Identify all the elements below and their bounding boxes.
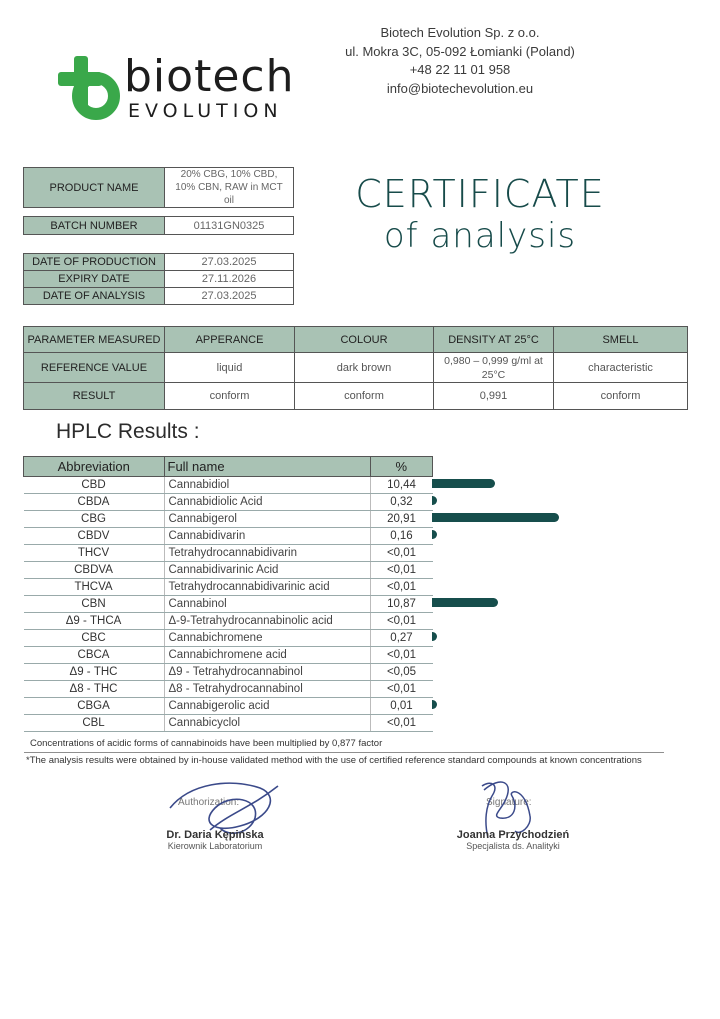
- hplc-bar: [432, 632, 437, 641]
- product-label: PRODUCT NAME: [24, 168, 165, 208]
- hplc-bar: [432, 496, 437, 505]
- product-value: 20% CBG, 10% CBD, 10% CBN, RAW in MCT oil: [165, 168, 294, 208]
- hplc-full-name: Δ8 - Tetrahydrocannabinol: [164, 681, 370, 698]
- hplc-abbreviation: CBG: [24, 511, 165, 528]
- hplc-row: [24, 562, 433, 579]
- hplc-row: [24, 681, 433, 698]
- hplc-abbreviation: CBDVA: [24, 562, 165, 579]
- brand-sub: EVOLUTION: [128, 100, 283, 122]
- reference-label: REFERENCE VALUE: [24, 353, 165, 383]
- batch-label: BATCH NUMBER: [24, 217, 165, 235]
- hplc-abbreviation: THCV: [24, 545, 165, 562]
- hplc-percent: <0,01: [370, 579, 433, 596]
- hplc-title: HPLC Results :: [56, 420, 200, 443]
- hplc-abbreviation: Δ8 - THC: [24, 681, 165, 698]
- certificate-title: [330, 172, 630, 256]
- hplc-percent: 0,32: [370, 494, 433, 511]
- date-analysis-value: 27.03.2025: [165, 288, 294, 305]
- hplc-abbreviation: CBC: [24, 630, 165, 647]
- expiry-date-value: 27.11.2026: [165, 271, 294, 288]
- hplc-percent: <0,01: [370, 681, 433, 698]
- date-production-label: DATE OF PRODUCTION: [24, 254, 165, 271]
- company-info: [330, 24, 590, 98]
- param-header: DENSITY AT 25°C: [434, 327, 554, 353]
- param-header: SMELL: [554, 327, 688, 353]
- hplc-abbreviation: CBN: [24, 596, 165, 613]
- hplc-abbreviation: CBGA: [24, 698, 165, 715]
- hplc-bar: [432, 479, 495, 488]
- product-table: [23, 167, 294, 208]
- company-logo: [58, 52, 318, 132]
- hplc-percent: <0,01: [370, 562, 433, 579]
- hplc-row: [24, 494, 433, 511]
- hplc-row: [24, 477, 433, 494]
- param-header: PARAMETER MEASURED: [24, 327, 165, 353]
- hplc-full-name: Cannabidivarinic Acid: [164, 562, 370, 579]
- hplc-full-name: Cannabinol: [164, 596, 370, 613]
- hplc-full-name: Cannabicyclol: [164, 715, 370, 732]
- hplc-row: [24, 528, 433, 545]
- signer-role: Specjalista ds. Analityki: [466, 841, 560, 851]
- hplc-abbreviation: Δ9 - THCA: [24, 613, 165, 630]
- hplc-percent: 10,44: [370, 477, 433, 494]
- hplc-full-name: Cannabidiolic Acid: [164, 494, 370, 511]
- hplc-bar: [432, 513, 559, 522]
- signer-name: Joanna Przychodzień: [456, 829, 570, 841]
- reference-cell: 0,980 – 0,999 g/ml at 25°C: [434, 353, 554, 383]
- result-cell: conform: [295, 383, 434, 410]
- hplc-row: [24, 630, 433, 647]
- hplc-header-abbreviation: Abbreviation: [24, 457, 165, 477]
- hplc-full-name: Δ9 - Tetrahydrocannabinol: [164, 664, 370, 681]
- result-label: RESULT: [24, 383, 165, 410]
- date-production-value: 27.03.2025: [165, 254, 294, 271]
- company-name: Biotech Evolution Sp. z o.o.: [380, 25, 540, 40]
- hplc-percent: 20,91: [370, 511, 433, 528]
- hplc-abbreviation: CBL: [24, 715, 165, 732]
- method-note: *The analysis results were obtained by in-house validated method with the use of certified reference standard compounds at known concentrations: [26, 755, 642, 766]
- hplc-row: [24, 664, 433, 681]
- expiry-date-label: EXPIRY DATE: [24, 271, 165, 288]
- company-address: ul. Mokra 3C, 05-092 Łomianki (Poland): [345, 43, 575, 59]
- hplc-bar: [432, 700, 437, 709]
- divider: [24, 752, 664, 753]
- parameters-table: [23, 326, 688, 410]
- hplc-abbreviation: Δ9 - THC: [24, 664, 165, 681]
- hplc-table: [23, 456, 433, 732]
- batch-value: 01131GN0325: [165, 217, 294, 235]
- dates-table: [23, 253, 294, 305]
- hplc-row: [24, 511, 433, 528]
- hplc-percent: <0,05: [370, 664, 433, 681]
- authorization-caption: Authorization:: [178, 797, 240, 808]
- param-header: COLOUR: [295, 327, 434, 353]
- hplc-abbreviation: CBDV: [24, 528, 165, 545]
- title-line2: of analysis: [383, 216, 577, 256]
- hplc-percent: <0,01: [370, 545, 433, 562]
- hplc-row: [24, 698, 433, 715]
- hplc-row: [24, 647, 433, 664]
- hplc-full-name: Cannabidivarin: [164, 528, 370, 545]
- hplc-percent: 0,01: [370, 698, 433, 715]
- hplc-percent: 10,87: [370, 596, 433, 613]
- hplc-percent: 0,27: [370, 630, 433, 647]
- result-cell: conform: [165, 383, 295, 410]
- hplc-full-name: Δ-9-Tetrahydrocannabinolic acid: [164, 613, 370, 630]
- hplc-percent: <0,01: [370, 647, 433, 664]
- hplc-bar: [432, 530, 437, 539]
- hplc-abbreviation: THCVA: [24, 579, 165, 596]
- signer-name: Dr. Daria Kępińska: [166, 829, 264, 841]
- signature-block-left: [150, 829, 280, 851]
- hplc-percent: <0,01: [370, 613, 433, 630]
- hplc-abbreviation: CBD: [24, 477, 165, 494]
- reference-cell: liquid: [165, 353, 295, 383]
- hplc-abbreviation: CBDA: [24, 494, 165, 511]
- result-cell: conform: [554, 383, 688, 410]
- company-email[interactable]: info@biotechevolution.eu: [386, 80, 534, 96]
- result-cell: 0,991: [434, 383, 554, 410]
- reference-cell: dark brown: [295, 353, 434, 383]
- company-phone: +48 22 11 01 958: [409, 62, 511, 77]
- signer-role: Kierownik Laboratorium: [167, 841, 263, 851]
- reference-cell: characteristic: [554, 353, 688, 383]
- hplc-bar: [432, 598, 498, 607]
- hplc-row: [24, 613, 433, 630]
- batch-table: [23, 216, 294, 235]
- date-analysis-label: DATE OF ANALYSIS: [24, 288, 165, 305]
- hplc-row: [24, 715, 433, 732]
- title-line1: CERTIFICATE: [355, 172, 605, 216]
- hplc-full-name: Tetrahydrocannabidivarin: [164, 545, 370, 562]
- hplc-row: [24, 596, 433, 613]
- hplc-header-percent: %: [370, 457, 433, 477]
- hplc-full-name: Cannabichromene: [164, 630, 370, 647]
- hplc-header-full-name: Full name: [164, 457, 370, 477]
- brand-cross-icon: [58, 56, 122, 122]
- hplc-abbreviation: CBCA: [24, 647, 165, 664]
- hplc-percent: <0,01: [370, 715, 433, 732]
- acidic-note: Concentrations of acidic forms of cannabinoids have been multiplied by 0,877 factor: [30, 738, 383, 749]
- param-header: APPERANCE: [165, 327, 295, 353]
- hplc-percent: 0,16: [370, 528, 433, 545]
- hplc-row: [24, 545, 433, 562]
- hplc-row: [24, 579, 433, 596]
- signature-caption: Signature:: [486, 797, 532, 808]
- hplc-full-name: Tetrahydrocannabidivarinic acid: [164, 579, 370, 596]
- hplc-full-name: Cannabigerolic acid: [164, 698, 370, 715]
- brand-word: biotech: [124, 51, 295, 102]
- signature-block-right: [446, 829, 580, 851]
- hplc-full-name: Cannabigerol: [164, 511, 370, 528]
- hplc-full-name: Cannabichromene acid: [164, 647, 370, 664]
- hplc-full-name: Cannabidiol: [164, 477, 370, 494]
